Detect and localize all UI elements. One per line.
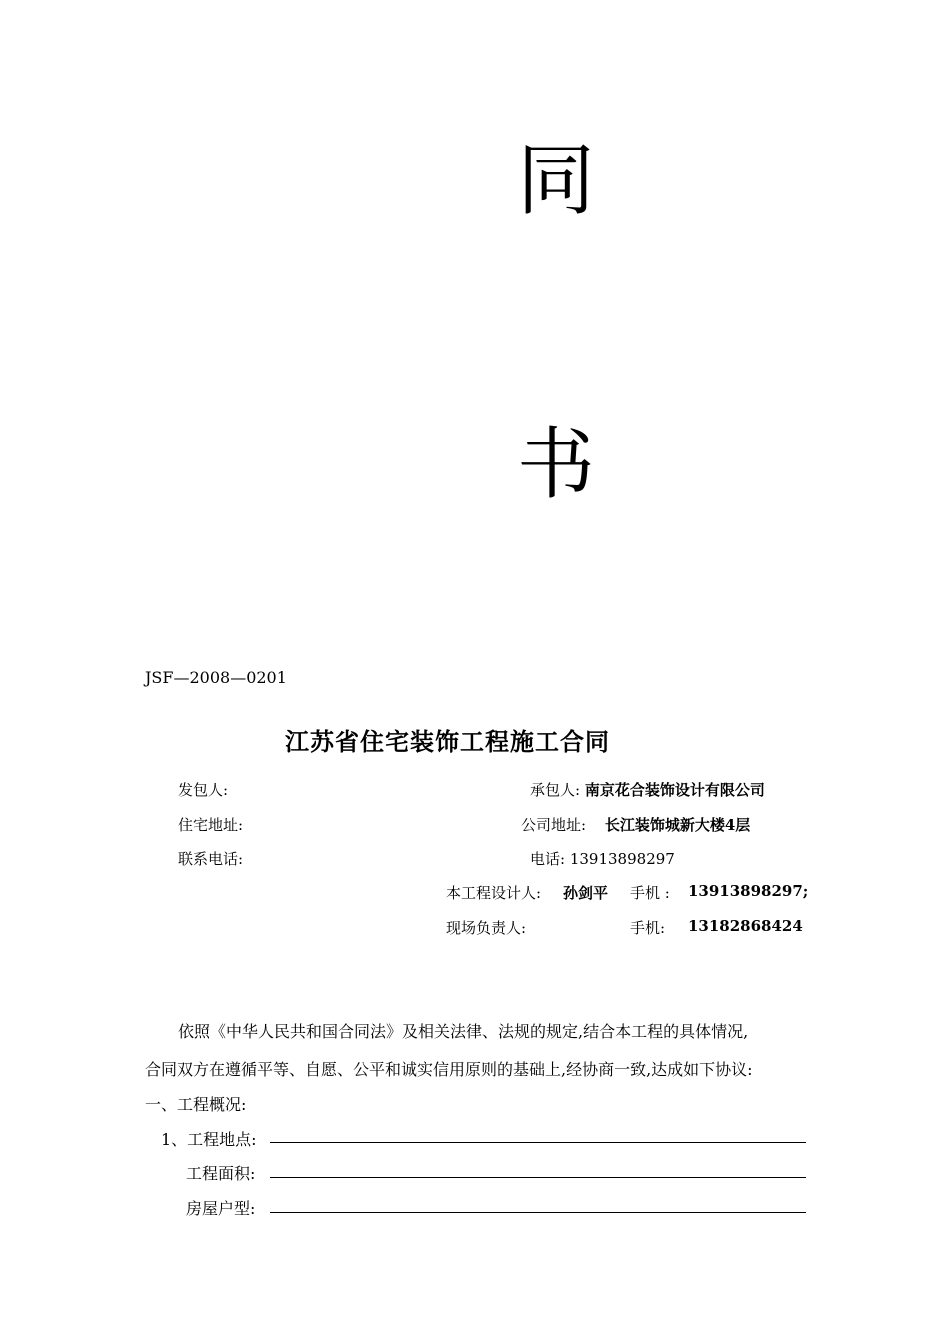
company-address-value: 长江装饰城新大楼4层 [604,816,751,834]
house-type-field[interactable] [270,1212,806,1213]
cover-char-tong: 同 [517,136,596,226]
contractor-name: 南京花合装饰设计有限公司 [584,781,765,799]
site-mobile-label: 手机: [630,919,666,937]
company-address-label: 公司地址: [521,816,587,834]
project-location-label: 1、工程地点: [161,1130,257,1149]
contract-title: 江苏省住宅装饰工程施工合同 [285,727,610,756]
project-location-field[interactable] [270,1142,806,1143]
residence-address-label: 住宅地址: [178,816,244,834]
site-manager-label: 现场负责人: [446,919,527,937]
project-area-label: 工程面积: [186,1164,256,1183]
intro-line-2: 合同双方在遵循平等、自愿、公平和诚实信用原则的基础上,经协商一致,达成如下协议: [145,1060,753,1079]
house-type-label: 房屋户型: [186,1199,256,1218]
contractor-phone-label: 电话: [530,850,566,868]
cover-char-shu: 书 [517,420,596,510]
designer-name: 孙剑平 [563,884,609,902]
contractor-phone-value: 13913898297 [569,850,675,868]
designer-label: 本工程设计人: [446,884,542,902]
owner-phone-label: 联系电话: [178,850,244,868]
company-address-row [521,814,750,835]
owner-label: 发包人: [178,781,229,799]
intro-line-1: 依照《中华人民共和国合同法》及相关法律、法规的规定,结合本工程的具体情况, [178,1022,749,1041]
document-code: JSF—2008—0201 [145,668,287,687]
designer-mobile-value: 13913898297; [688,882,809,900]
designer-mobile-label: 手机 : [630,884,670,902]
contractor-phone-row [530,848,675,869]
contractor-row [530,779,765,800]
section-1-heading: 一、工程概况: [145,1095,247,1114]
project-area-field[interactable] [270,1177,806,1178]
site-mobile-value: 13182868424 [688,917,803,935]
contractor-label: 承包人: [530,781,581,799]
